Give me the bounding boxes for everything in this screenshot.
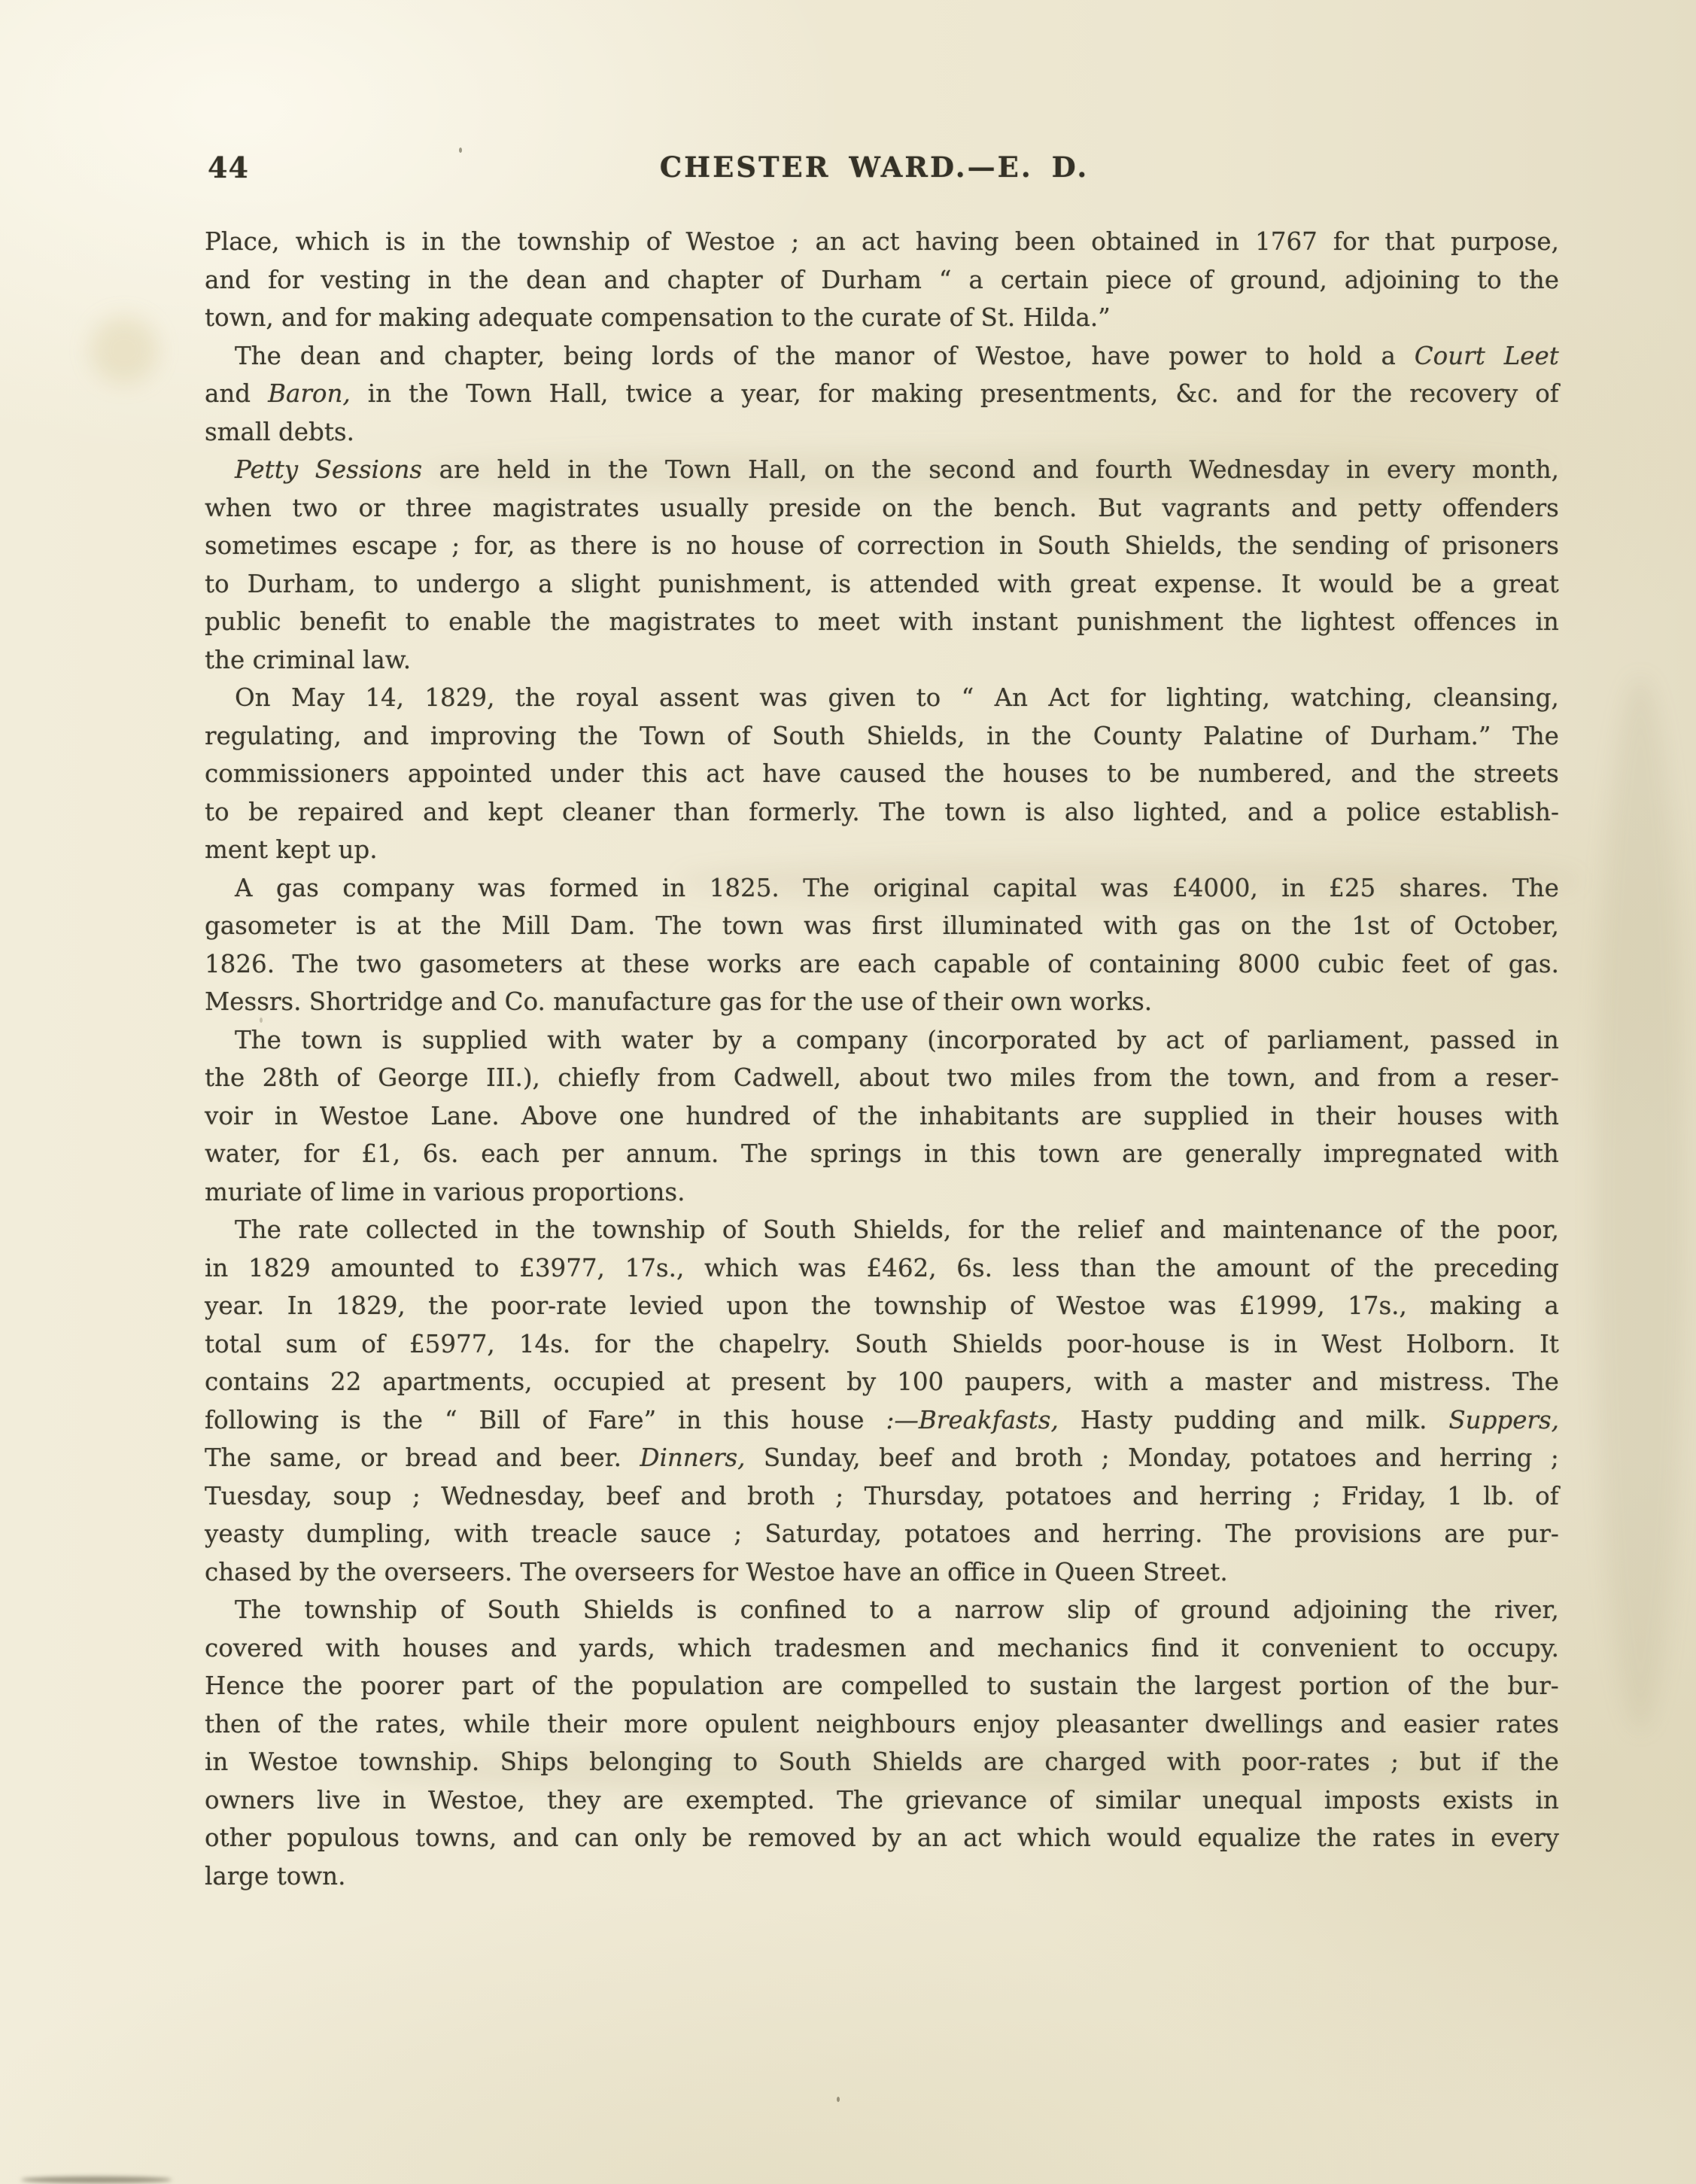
text-line: and for vesting in the dean and chapter of Durham “ a certain piece of ground, adjoining to the	[205, 265, 1559, 294]
text-line: then of the rates, while their more opulent neighbours enjoy pleasanter dwellings and easier rates	[205, 1709, 1559, 1738]
text-line: other populous towns, and can only be removed by an act which would equalize the rates in every	[205, 1824, 1559, 1852]
text-line: Messrs. Shortridge and Co. manufacture gas for the use of their own works.	[205, 987, 1153, 1016]
paper-speck	[459, 148, 462, 153]
text-line: The township of South Shields is confined to a narrow slip of ground adjoining the river,	[235, 1595, 1559, 1624]
text-line: commissioners appointed under this act have caused the houses to be numbered, and the streets	[205, 759, 1559, 788]
text-line: muriate of lime in various proportions.	[205, 1177, 685, 1206]
text-line: and Baron, in the Town Hall, twice a year, for making presentments, &c. and for the recovery of	[205, 379, 1559, 408]
paper-speck	[837, 2097, 840, 2102]
text-line: small debts.	[205, 417, 354, 446]
text-line: chased by the overseers. The overseers for Westoe have an office in Queen Street.	[205, 1557, 1228, 1586]
text-line: ment kept up.	[205, 835, 378, 864]
text-line: Tuesday, soup ; Wednesday, beef and broth ; Thursday, potatoes and herring ; Friday, 1 lb. of	[205, 1481, 1559, 1510]
scan-edge-shadow	[21, 2176, 172, 2183]
text-line: The same, or bread and beer. Dinners, Sunday, beef and broth ; Monday, potatoes and herring ;	[205, 1443, 1559, 1472]
text-line: large town.	[205, 1861, 346, 1890]
text-line: regulating, and improving the Town of South Shields, in the County Palatine of Durham.” The	[205, 721, 1559, 750]
text-line: covered with houses and yards, which tradesmen and mechanics find it convenient to occupy.	[205, 1633, 1559, 1662]
text-line: following is the “ Bill of Fare” in this house :—Breakfasts, Hasty pudding and milk. Suppers,	[205, 1405, 1559, 1434]
text-line: owners live in Westoe, they are exempted. The grievance of similar unequal imposts exists in	[205, 1785, 1559, 1814]
text-line: in 1829 amounted to £3977, 17s., which was £462, 6s. less than the amount of the preceding	[205, 1253, 1559, 1282]
text-line: year. In 1829, the poor-rate levied upon the township of Westoe was £1999, 17s., making a	[205, 1291, 1559, 1320]
text-line: to Durham, to undergo a slight punishment, is attended with great expense. It would be a great	[205, 569, 1559, 598]
text-line: contains 22 apartments, occupied at present by 100 paupers, with a master and mistress. The	[205, 1367, 1559, 1396]
text-line: when two or three magistrates usually preside on the bench. But vagrants and petty offenders	[205, 493, 1559, 522]
text-line: public benefit to enable the magistrates to meet with instant punishment the lightest offences in	[205, 607, 1559, 636]
text-line: yeasty dumpling, with treacle sauce ; Saturday, potatoes and herring. The provisions are pur-	[205, 1519, 1559, 1548]
text-line: the criminal law.	[205, 645, 412, 674]
text-line: Hence the poorer part of the population are compelled to sustain the largest portion of the bur-	[205, 1671, 1559, 1700]
paper-speck	[260, 1017, 263, 1023]
text-line: sometimes escape ; for, as there is no house of correction in South Shields, the sending of prisoners	[205, 531, 1559, 560]
text-line: Petty Sessions are held in the Town Hall, on the second and fourth Wednesday in every month,	[235, 455, 1559, 484]
text-line: water, for £1, 6s. each per annum. The springs in this town are generally impregnated with	[205, 1139, 1559, 1168]
text-line: A gas company was formed in 1825. The original capital was £4000, in £25 shares. The	[235, 873, 1559, 902]
page-header-row	[0, 151, 1696, 185]
text-line: The town is supplied with water by a company (incorporated by act of parliament, passed in	[235, 1025, 1559, 1054]
text-line: town, and for making adequate compensation to the curate of St. Hilda.”	[205, 303, 1111, 332]
text-line: The dean and chapter, being lords of the manor of Westoe, have power to hold a Court Leet	[235, 341, 1559, 370]
text-line: The rate collected in the township of South Shields, for the relief and maintenance of the poor,	[235, 1215, 1559, 1244]
text-line: gasometer is at the Mill Dam. The town was first illuminated with gas on the 1st of October,	[205, 911, 1559, 940]
text-line: total sum of £5977, 14s. for the chapelry. South Shields poor-house is in West Holborn. It	[205, 1329, 1559, 1358]
text-line: voir in Westoe Lane. Above one hundred of the inhabitants are supplied in their houses with	[205, 1101, 1559, 1130]
text-line: Place, which is in the township of Westoe ; an act having been obtained in 1767 for that purpose,	[205, 227, 1559, 256]
text-line: On May 14, 1829, the royal assent was given to “ An Act for lighting, watching, cleansing,	[235, 683, 1559, 712]
text-block	[205, 223, 1559, 1895]
text-line: in Westoe township. Ships belonging to South Shields are charged with poor-rates ; but if the	[205, 1748, 1559, 1776]
text-line: 1826. The two gasometers at these works are each capable of containing 8000 cubic feet of gas.	[205, 949, 1559, 978]
paper-stain	[90, 316, 158, 384]
text-line: the 28th of George III.), chiefly from Cadwell, about two miles from the town, and from a reser-	[205, 1063, 1559, 1092]
page-number: 44	[208, 151, 249, 184]
text-line: to be repaired and kept cleaner than formerly. The town is also lighted, and a police establish-	[205, 797, 1559, 826]
paper-stain	[1595, 677, 1685, 1731]
running-header-title: CHESTER WARD.—E. D.	[659, 151, 1090, 184]
